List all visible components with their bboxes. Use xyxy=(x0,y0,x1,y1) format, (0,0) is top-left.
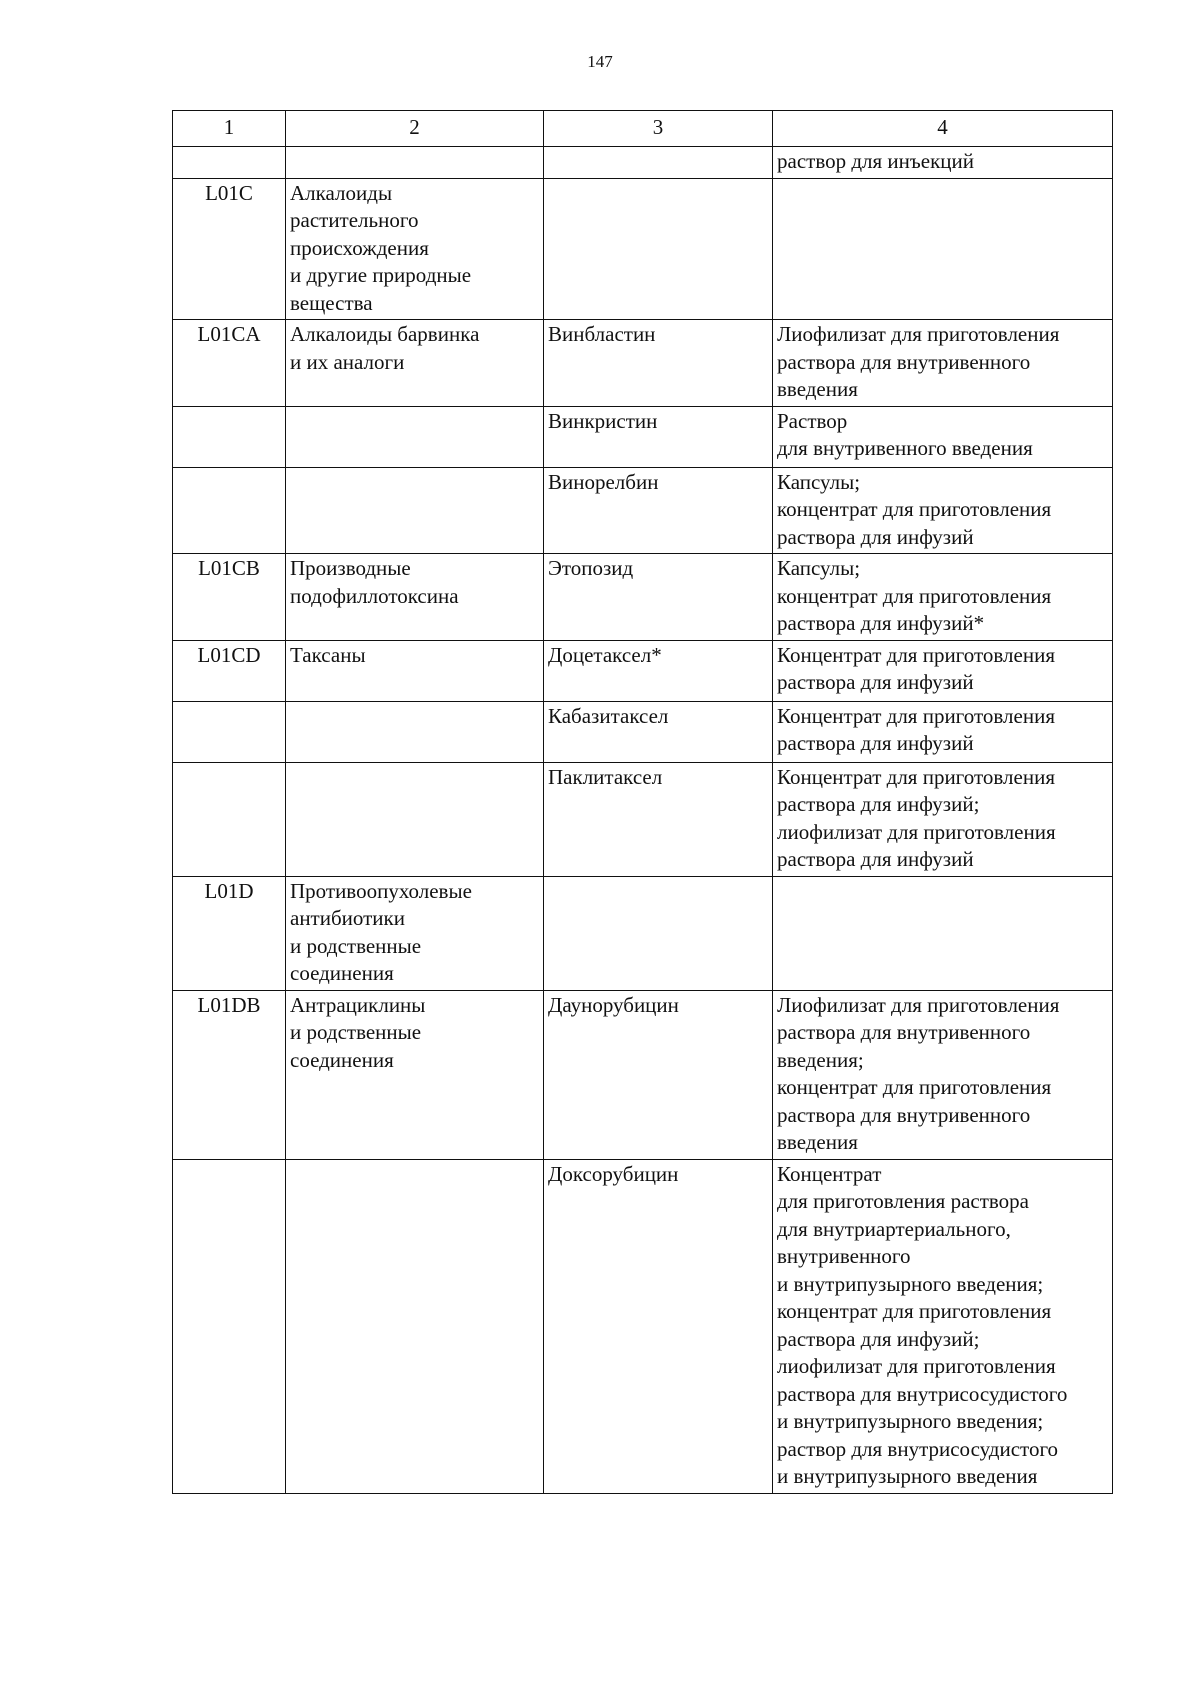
table-row xyxy=(173,178,1113,320)
atc-code-cell: L01C xyxy=(173,178,286,320)
column-header: 3 xyxy=(544,111,773,147)
atc-code-cell: L01DB xyxy=(173,990,286,1159)
dosage-form-cell: Концентрат для приготовления раствора для инфузий xyxy=(773,701,1113,762)
table-row xyxy=(173,554,1113,641)
atc-code-cell xyxy=(173,147,286,179)
drug-table xyxy=(172,110,1113,1494)
drug-name-cell: Винбластин xyxy=(544,320,773,407)
atc-code-cell: L01CA xyxy=(173,320,286,407)
atc-code-cell xyxy=(173,701,286,762)
page-number: 147 xyxy=(587,52,613,71)
drug-name-cell: Паклитаксел xyxy=(544,762,773,876)
dosage-form-cell: Концентрат для приготовления раствора для внутриартериального, внутривенного и внутрипузырного введения; концентрат для приготовления раствора для инфузий; лиофилизат для приготовления раствора для внутрисосудистого и внутрипузырного введения; раствор для внутрисосудистого и внутрипузырного введения xyxy=(773,1159,1113,1493)
table-row xyxy=(173,990,1113,1159)
dosage-form-cell: Капсулы; концентрат для приготовления раствора для инфузий xyxy=(773,467,1113,554)
table-row xyxy=(173,876,1113,990)
dosage-form-cell xyxy=(773,876,1113,990)
atc-code-cell: L01CD xyxy=(173,640,286,701)
column-header: 1 xyxy=(173,111,286,147)
table-row xyxy=(173,701,1113,762)
table-row xyxy=(173,467,1113,554)
drug-name-cell xyxy=(544,876,773,990)
atc-code-cell xyxy=(173,467,286,554)
dosage-form-cell: Концентрат для приготовления раствора для инфузий; лиофилизат для приготовления раствора для инфузий xyxy=(773,762,1113,876)
atc-code-cell: L01D xyxy=(173,876,286,990)
group-name-cell xyxy=(286,1159,544,1493)
group-name-cell xyxy=(286,147,544,179)
drug-name-cell: Кабазитаксел xyxy=(544,701,773,762)
table-row xyxy=(173,147,1113,179)
dosage-form-cell: Раствор для внутривенного введения xyxy=(773,406,1113,467)
atc-code-cell xyxy=(173,1159,286,1493)
atc-code-cell xyxy=(173,762,286,876)
atc-code-cell xyxy=(173,406,286,467)
group-name-cell xyxy=(286,406,544,467)
group-name-cell xyxy=(286,467,544,554)
dosage-form-cell xyxy=(773,178,1113,320)
group-name-cell: Таксаны xyxy=(286,640,544,701)
table-row xyxy=(173,406,1113,467)
group-name-cell: Алкалоиды барвинка и их аналоги xyxy=(286,320,544,407)
table-row xyxy=(173,640,1113,701)
dosage-form-cell: Капсулы; концентрат для приготовления раствора для инфузий* xyxy=(773,554,1113,641)
group-name-cell xyxy=(286,701,544,762)
dosage-form-cell: раствор для инъекций xyxy=(773,147,1113,179)
drug-name-cell: Этопозид xyxy=(544,554,773,641)
dosage-form-cell: Лиофилизат для приготовления раствора для внутривенного введения xyxy=(773,320,1113,407)
drug-name-cell xyxy=(544,178,773,320)
drug-name-cell: Доксорубицин xyxy=(544,1159,773,1493)
table-row xyxy=(173,320,1113,407)
table-header-row xyxy=(173,111,1113,147)
group-name-cell: Алкалоиды растительного происхождения и другие природные вещества xyxy=(286,178,544,320)
drug-name-cell: Винорелбин xyxy=(544,467,773,554)
drug-name-cell: Доцетаксел* xyxy=(544,640,773,701)
dosage-form-cell: Концентрат для приготовления раствора для инфузий xyxy=(773,640,1113,701)
group-name-cell: Противоопухолевые антибиотики и родственные соединения xyxy=(286,876,544,990)
column-header: 4 xyxy=(773,111,1113,147)
drug-name-cell: Даунорубицин xyxy=(544,990,773,1159)
group-name-cell: Производные подофиллотоксина xyxy=(286,554,544,641)
drug-name-cell: Винкристин xyxy=(544,406,773,467)
group-name-cell: Антрациклины и родственные соединения xyxy=(286,990,544,1159)
dosage-form-cell: Лиофилизат для приготовления раствора для внутривенного введения; концентрат для приготовления раствора для внутривенного введения xyxy=(773,990,1113,1159)
drug-name-cell xyxy=(544,147,773,179)
atc-code-cell: L01CB xyxy=(173,554,286,641)
group-name-cell xyxy=(286,762,544,876)
table-row xyxy=(173,1159,1113,1493)
column-header: 2 xyxy=(286,111,544,147)
table-row xyxy=(173,762,1113,876)
